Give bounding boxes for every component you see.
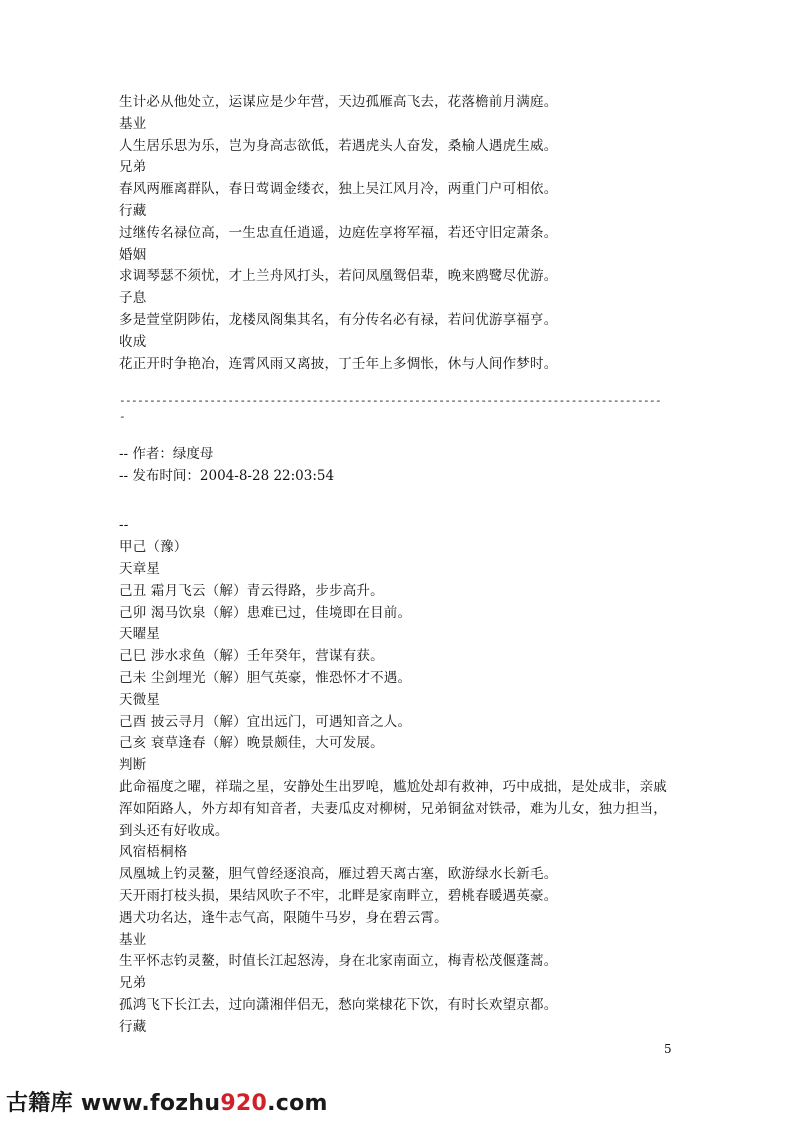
star-heading: 天章星 xyxy=(119,560,161,577)
separator-tail: - xyxy=(119,410,126,424)
text-line: 求调琴瑟不须忧，才上兰舟风打头，若问凤凰鸳侣辈，晚来鸥鹭尽优游。 xyxy=(119,268,558,285)
top-section xyxy=(119,92,679,375)
section-heading: 判断 xyxy=(119,757,147,774)
section-heading: 行藏 xyxy=(119,202,147,219)
text-line: 春风两雁离群队，春日莺调金缕衣，独上吴江风月冷，两重门户可相依。 xyxy=(119,181,558,198)
text-line: 孤鸿飞下长江去，过向潇湘伴侣无，愁向棠棣花下饮，有时长欢望京都。 xyxy=(119,996,558,1013)
section-heading: 风宿梧桐格 xyxy=(119,844,188,861)
section-heading: 基业 xyxy=(119,115,147,132)
text-line: 天开雨打枝头损，果结风吹子不牢，北畔是家南畔立，碧桃春暖遇英豪。 xyxy=(119,887,558,904)
section-heading: 兄弟 xyxy=(119,159,147,176)
star-heading: 天曜星 xyxy=(119,626,161,643)
text-line: 己卯 渴马饮泉（解）患难已过，佳境即在目前。 xyxy=(119,604,412,621)
section-heading: 基业 xyxy=(119,931,147,948)
watermark-url-prefix: www.fozhu xyxy=(72,1091,221,1116)
text-line: 凤凰城上钓灵鳌，胆气曾经逐浪高，雁过碧天离古塞，欧游绿水长新毛。 xyxy=(119,866,558,883)
text-line: 己亥 衰草逢春（解）晚景颇佳，大可发展。 xyxy=(119,735,384,752)
document-body xyxy=(119,92,679,1038)
text-line: 遇犬功名达，逢牛志气高，限随牛马岁，身在碧云霄。 xyxy=(119,909,448,926)
section-heading: 收成 xyxy=(119,333,147,350)
section-heading: 行藏 xyxy=(119,1018,147,1035)
page-number: 5 xyxy=(664,1042,672,1056)
separator-line: ------------------------------------------------------------------------------------------ xyxy=(119,394,662,408)
watermark-name: 古籍库 xyxy=(6,1091,73,1116)
text-line: 己未 尘剑埋光（解）胆气英豪，惟恐怀才不遇。 xyxy=(119,669,412,686)
judgement-paragraph: 此命福度之曜，祥瑞之星，安静处生出罗唣，尴尬处却有救神，巧中成拙，是处成非，亲戚浑如陌路人，外方却有知音者，夫妻瓜皮对柳树，兄弟铜盆对铁帚，难为儿女，独力担当，到头还有好收成。 xyxy=(119,778,667,839)
text-line: 己巳 涉水求鱼（解）壬年癸年，营谋有获。 xyxy=(119,648,384,665)
section-heading: 婚姻 xyxy=(119,246,147,263)
watermark-url-suffix: .com xyxy=(267,1091,328,1116)
section-heading: 甲己（豫） xyxy=(119,539,188,556)
text-line: 花正开时争艳冶，连霄风雨又离披，丁壬年上多惆怅，休与人间作梦时。 xyxy=(119,355,558,372)
text-line: 人生居乐思为乐，岂为身高志欲低，若遇虎头人奋发，桑榆人遇虎生威。 xyxy=(119,137,558,154)
post-time-line: -- 发布时间：2004-8-28 22:03:54 xyxy=(119,468,335,485)
bottom-section xyxy=(119,515,679,1038)
text-line: 过继传名禄位高，一生忠直任逍遥，边庭佐享将军福，若还守旧定萧条。 xyxy=(119,224,558,241)
text-line: 生计必从他处立，运谋应是少年营，天边孤雁高飞去，花落檐前月满庭。 xyxy=(119,94,558,110)
author-line: -- 作者：绿度母 xyxy=(119,446,214,463)
text-line: 己酉 披云寻月（解）宜出远门，可遇知音之人。 xyxy=(119,713,412,730)
text-line: 生平怀志钓灵鳌，时值长江起怒涛，身在北家南面立，梅青松茂偃蓬蒿。 xyxy=(119,953,558,970)
section-heading: 兄弟 xyxy=(119,975,147,992)
section-heading: 子息 xyxy=(119,290,147,307)
text-line: 己丑 霜月飞云（解）青云得路，步步高升。 xyxy=(119,582,384,599)
dash-marker: -- xyxy=(119,517,129,534)
site-watermark xyxy=(6,1086,328,1117)
watermark-url-number: 920 xyxy=(220,1091,268,1116)
text-line: 多是萱堂阴陟佑，龙楼凤阁集其名，有分传名必有禄，若问优游享福亨。 xyxy=(119,311,558,328)
star-heading: 天微星 xyxy=(119,691,161,708)
